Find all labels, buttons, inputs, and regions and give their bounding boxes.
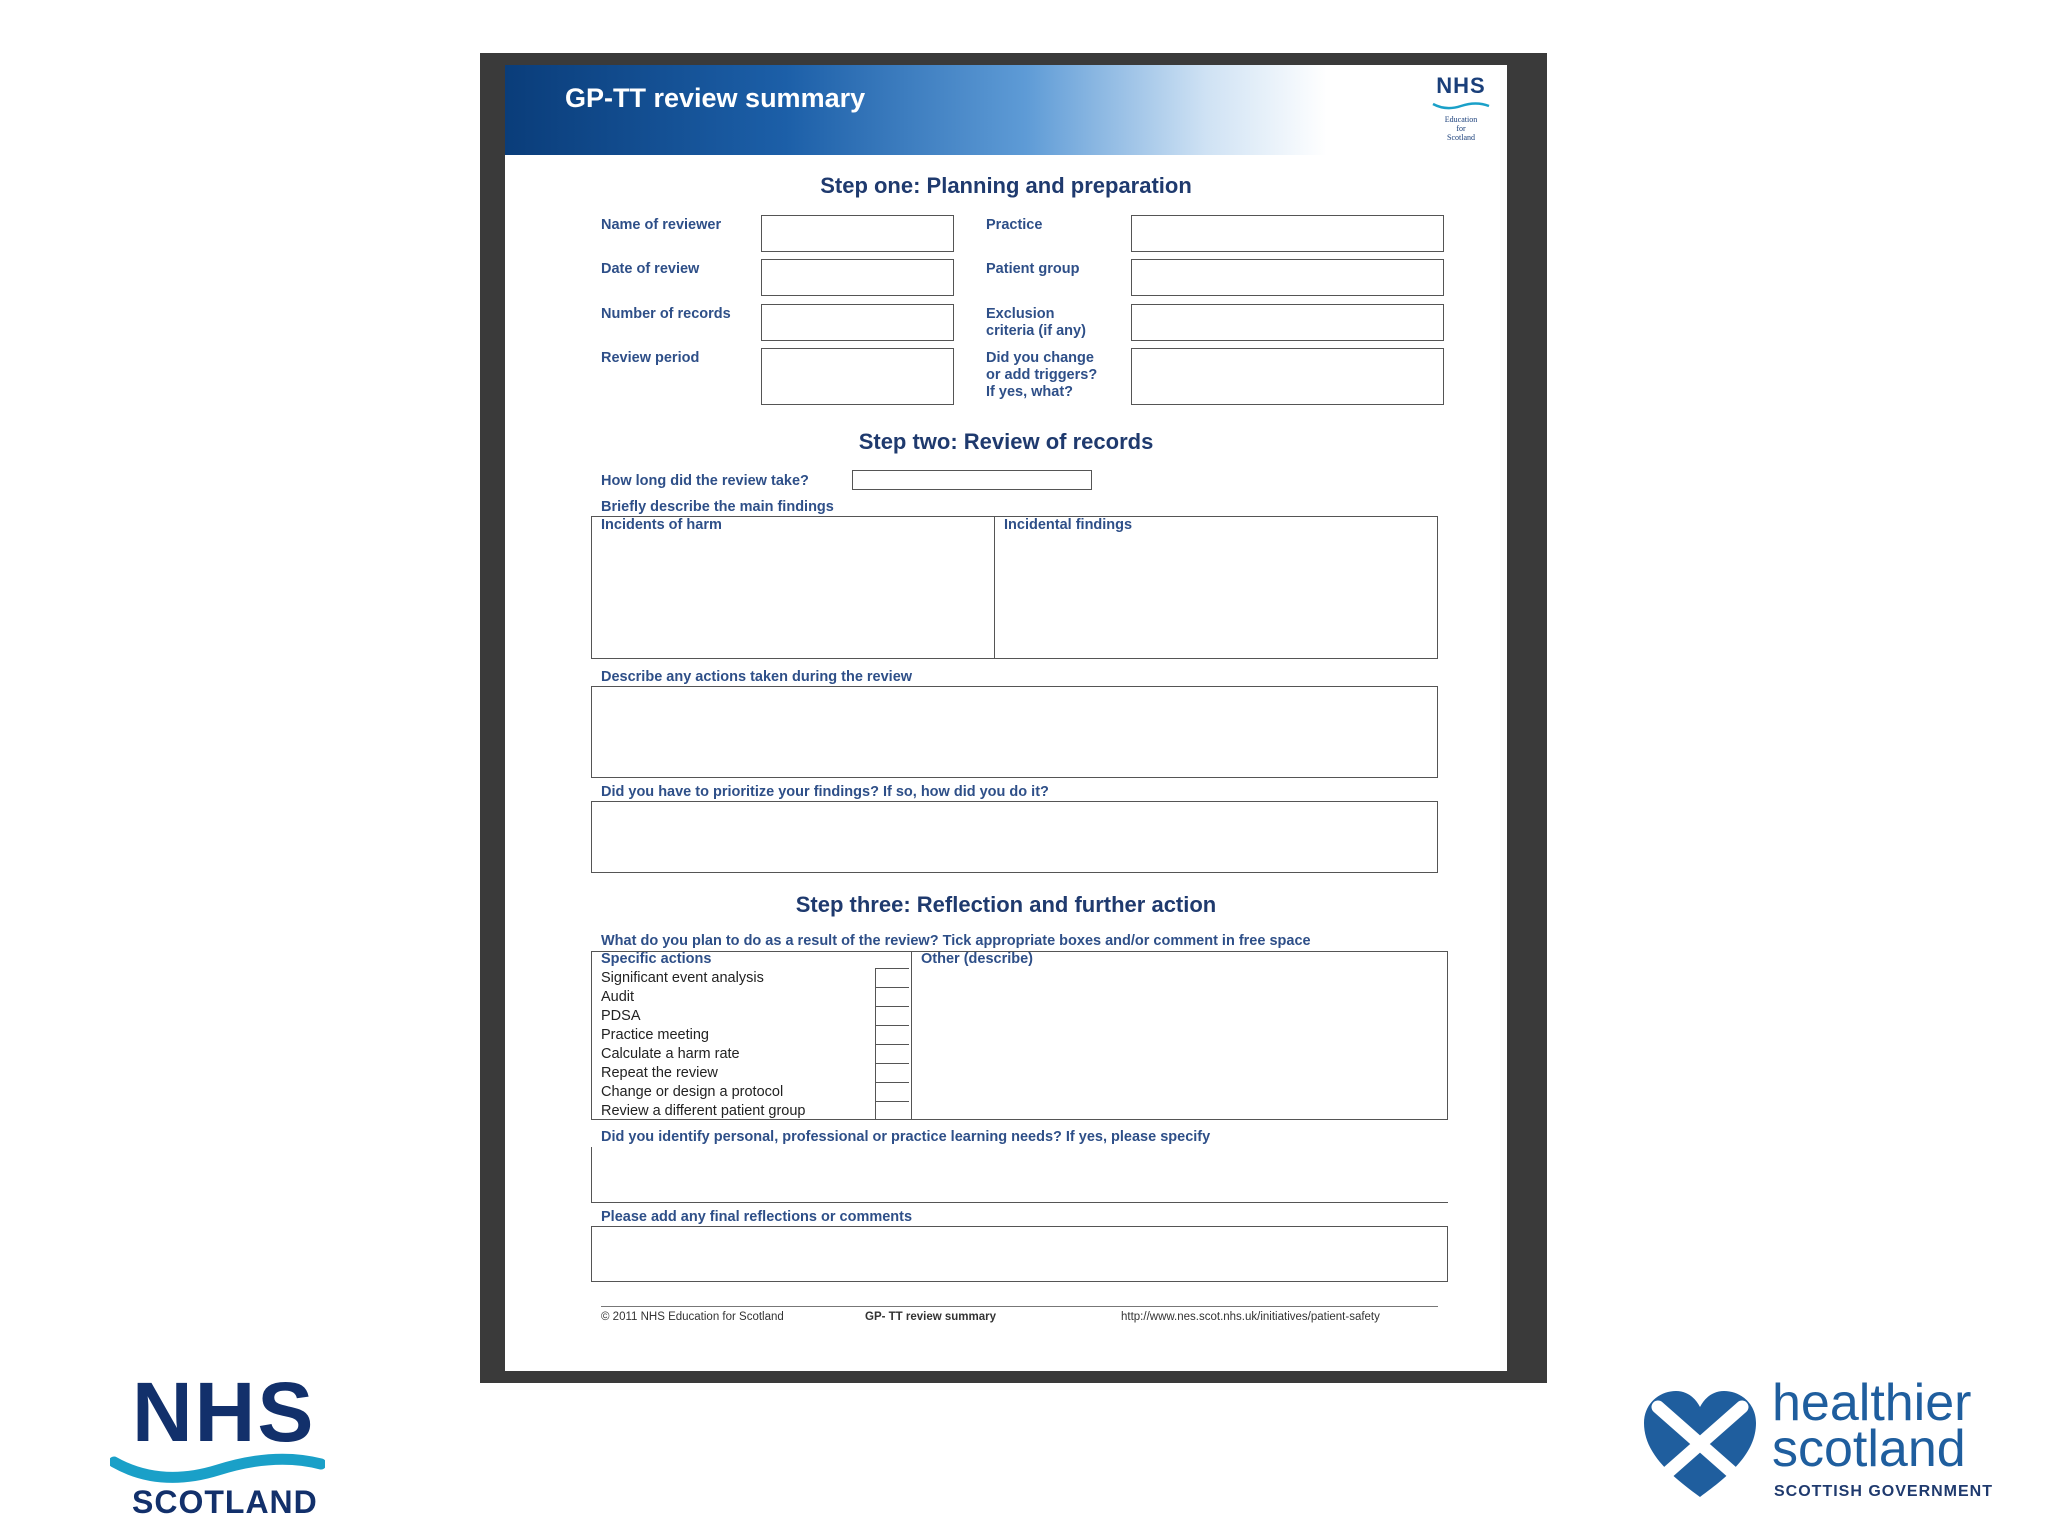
step-two-heading: Step two: Review of records: [858, 429, 1154, 454]
action-significant-event: Significant event analysis: [601, 970, 764, 986]
action-different-group: Review a different patient group: [601, 1103, 806, 1119]
footer-rule: [601, 1306, 1438, 1307]
name-of-reviewer-label: Name of reviewer: [601, 217, 722, 233]
tick-box-audit[interactable]: [875, 987, 909, 1005]
form-title: GP-TT review summary: [565, 83, 866, 113]
step-one-heading: Step one: Planning and preparation: [820, 173, 1192, 198]
incidental-findings-field[interactable]: [994, 516, 1438, 659]
action-repeat-review: Repeat the review: [601, 1065, 718, 1081]
nhs-wave-icon: [110, 1440, 325, 1490]
name-of-reviewer-field[interactable]: [761, 215, 954, 252]
form-banner: [505, 65, 1507, 155]
tick-box-practice-meeting[interactable]: [875, 1025, 909, 1043]
incidental-findings-label: Incidental findings: [1004, 517, 1133, 533]
footer-url[interactable]: http://www.nes.scot.nhs.uk/initiatives/patient-safety: [1121, 1311, 1380, 1323]
healthier-scotland-logo: healthier scotland SCOTTISH GOVERNMENT: [1640, 1375, 2000, 1505]
incidents-of-harm-field[interactable]: [591, 516, 996, 659]
actions-taken-field[interactable]: [591, 686, 1438, 778]
how-long-field[interactable]: [852, 470, 1092, 490]
step-three-heading: Step three: Reflection and further action: [795, 892, 1217, 917]
footer-copyright: © 2011 NHS Education for Scotland: [601, 1311, 784, 1323]
other-describe-label: Other (describe): [921, 951, 1033, 967]
exclusion-criteria-label: Exclusion criteria (if any): [986, 306, 1086, 339]
patient-group-field[interactable]: [1131, 259, 1444, 296]
saltire-heart-icon: [1640, 1385, 1760, 1505]
triggers-label: Did you change or add triggers? If yes, what?: [986, 350, 1098, 400]
number-of-records-label: Number of records: [601, 306, 731, 322]
specific-actions-label: Specific actions: [601, 951, 712, 967]
briefly-describe-label: Briefly describe the main findings: [601, 499, 834, 515]
date-of-review-label: Date of review: [601, 261, 700, 277]
action-protocol: Change or design a protocol: [601, 1084, 784, 1100]
actions-taken-label: Describe any actions taken during the review: [601, 669, 913, 685]
number-of-records-field[interactable]: [761, 304, 954, 341]
tick-box-significant-event[interactable]: [875, 968, 909, 986]
patient-group-label: Patient group: [986, 261, 1080, 277]
tick-box-protocol[interactable]: [875, 1082, 909, 1100]
final-reflections-label: Please add any final reflections or comments: [601, 1209, 913, 1225]
prioritize-field[interactable]: [591, 801, 1438, 873]
review-period-label: Review period: [601, 350, 700, 366]
tick-box-harm-rate[interactable]: [875, 1044, 909, 1062]
how-long-label: How long did the review take?: [601, 473, 809, 489]
exclusion-criteria-field[interactable]: [1131, 304, 1444, 341]
practice-field[interactable]: [1131, 215, 1444, 252]
incidents-of-harm-label: Incidents of harm: [601, 517, 722, 533]
nes-wave-icon: [1431, 102, 1491, 110]
plan-label: What do you plan to do as a result of the review? Tick appropriate boxes and/or comment in free space: [601, 933, 1311, 949]
date-of-review-field[interactable]: [761, 259, 954, 296]
practice-label: Practice: [986, 217, 1043, 233]
prioritize-label: Did you have to prioritize your findings? If so, how did you do it?: [601, 784, 1049, 800]
nes-logo: NHS Education for Scotland: [1429, 75, 1493, 142]
review-period-field[interactable]: [761, 348, 954, 405]
tick-box-repeat-review[interactable]: [875, 1063, 909, 1081]
final-reflections-field[interactable]: [591, 1226, 1448, 1282]
action-audit: Audit: [601, 989, 635, 1005]
learning-needs-field[interactable]: [591, 1147, 1448, 1203]
action-pdsa: PDSA: [601, 1008, 641, 1024]
action-practice-meeting: Practice meeting: [601, 1027, 709, 1043]
other-describe-field[interactable]: [912, 968, 1447, 1119]
form-page: [505, 65, 1507, 1371]
tick-box-different-group[interactable]: [875, 1101, 909, 1119]
nhs-scotland-logo: NHS SCOTLAND: [110, 1370, 325, 1520]
tick-box-pdsa[interactable]: [875, 1006, 909, 1024]
action-harm-rate: Calculate a harm rate: [601, 1046, 740, 1062]
footer-doc-name: GP- TT review summary: [865, 1311, 997, 1323]
triggers-field[interactable]: [1131, 348, 1444, 405]
learning-needs-label: Did you identify personal, professional or practice learning needs? If yes, please specify: [601, 1129, 1211, 1145]
